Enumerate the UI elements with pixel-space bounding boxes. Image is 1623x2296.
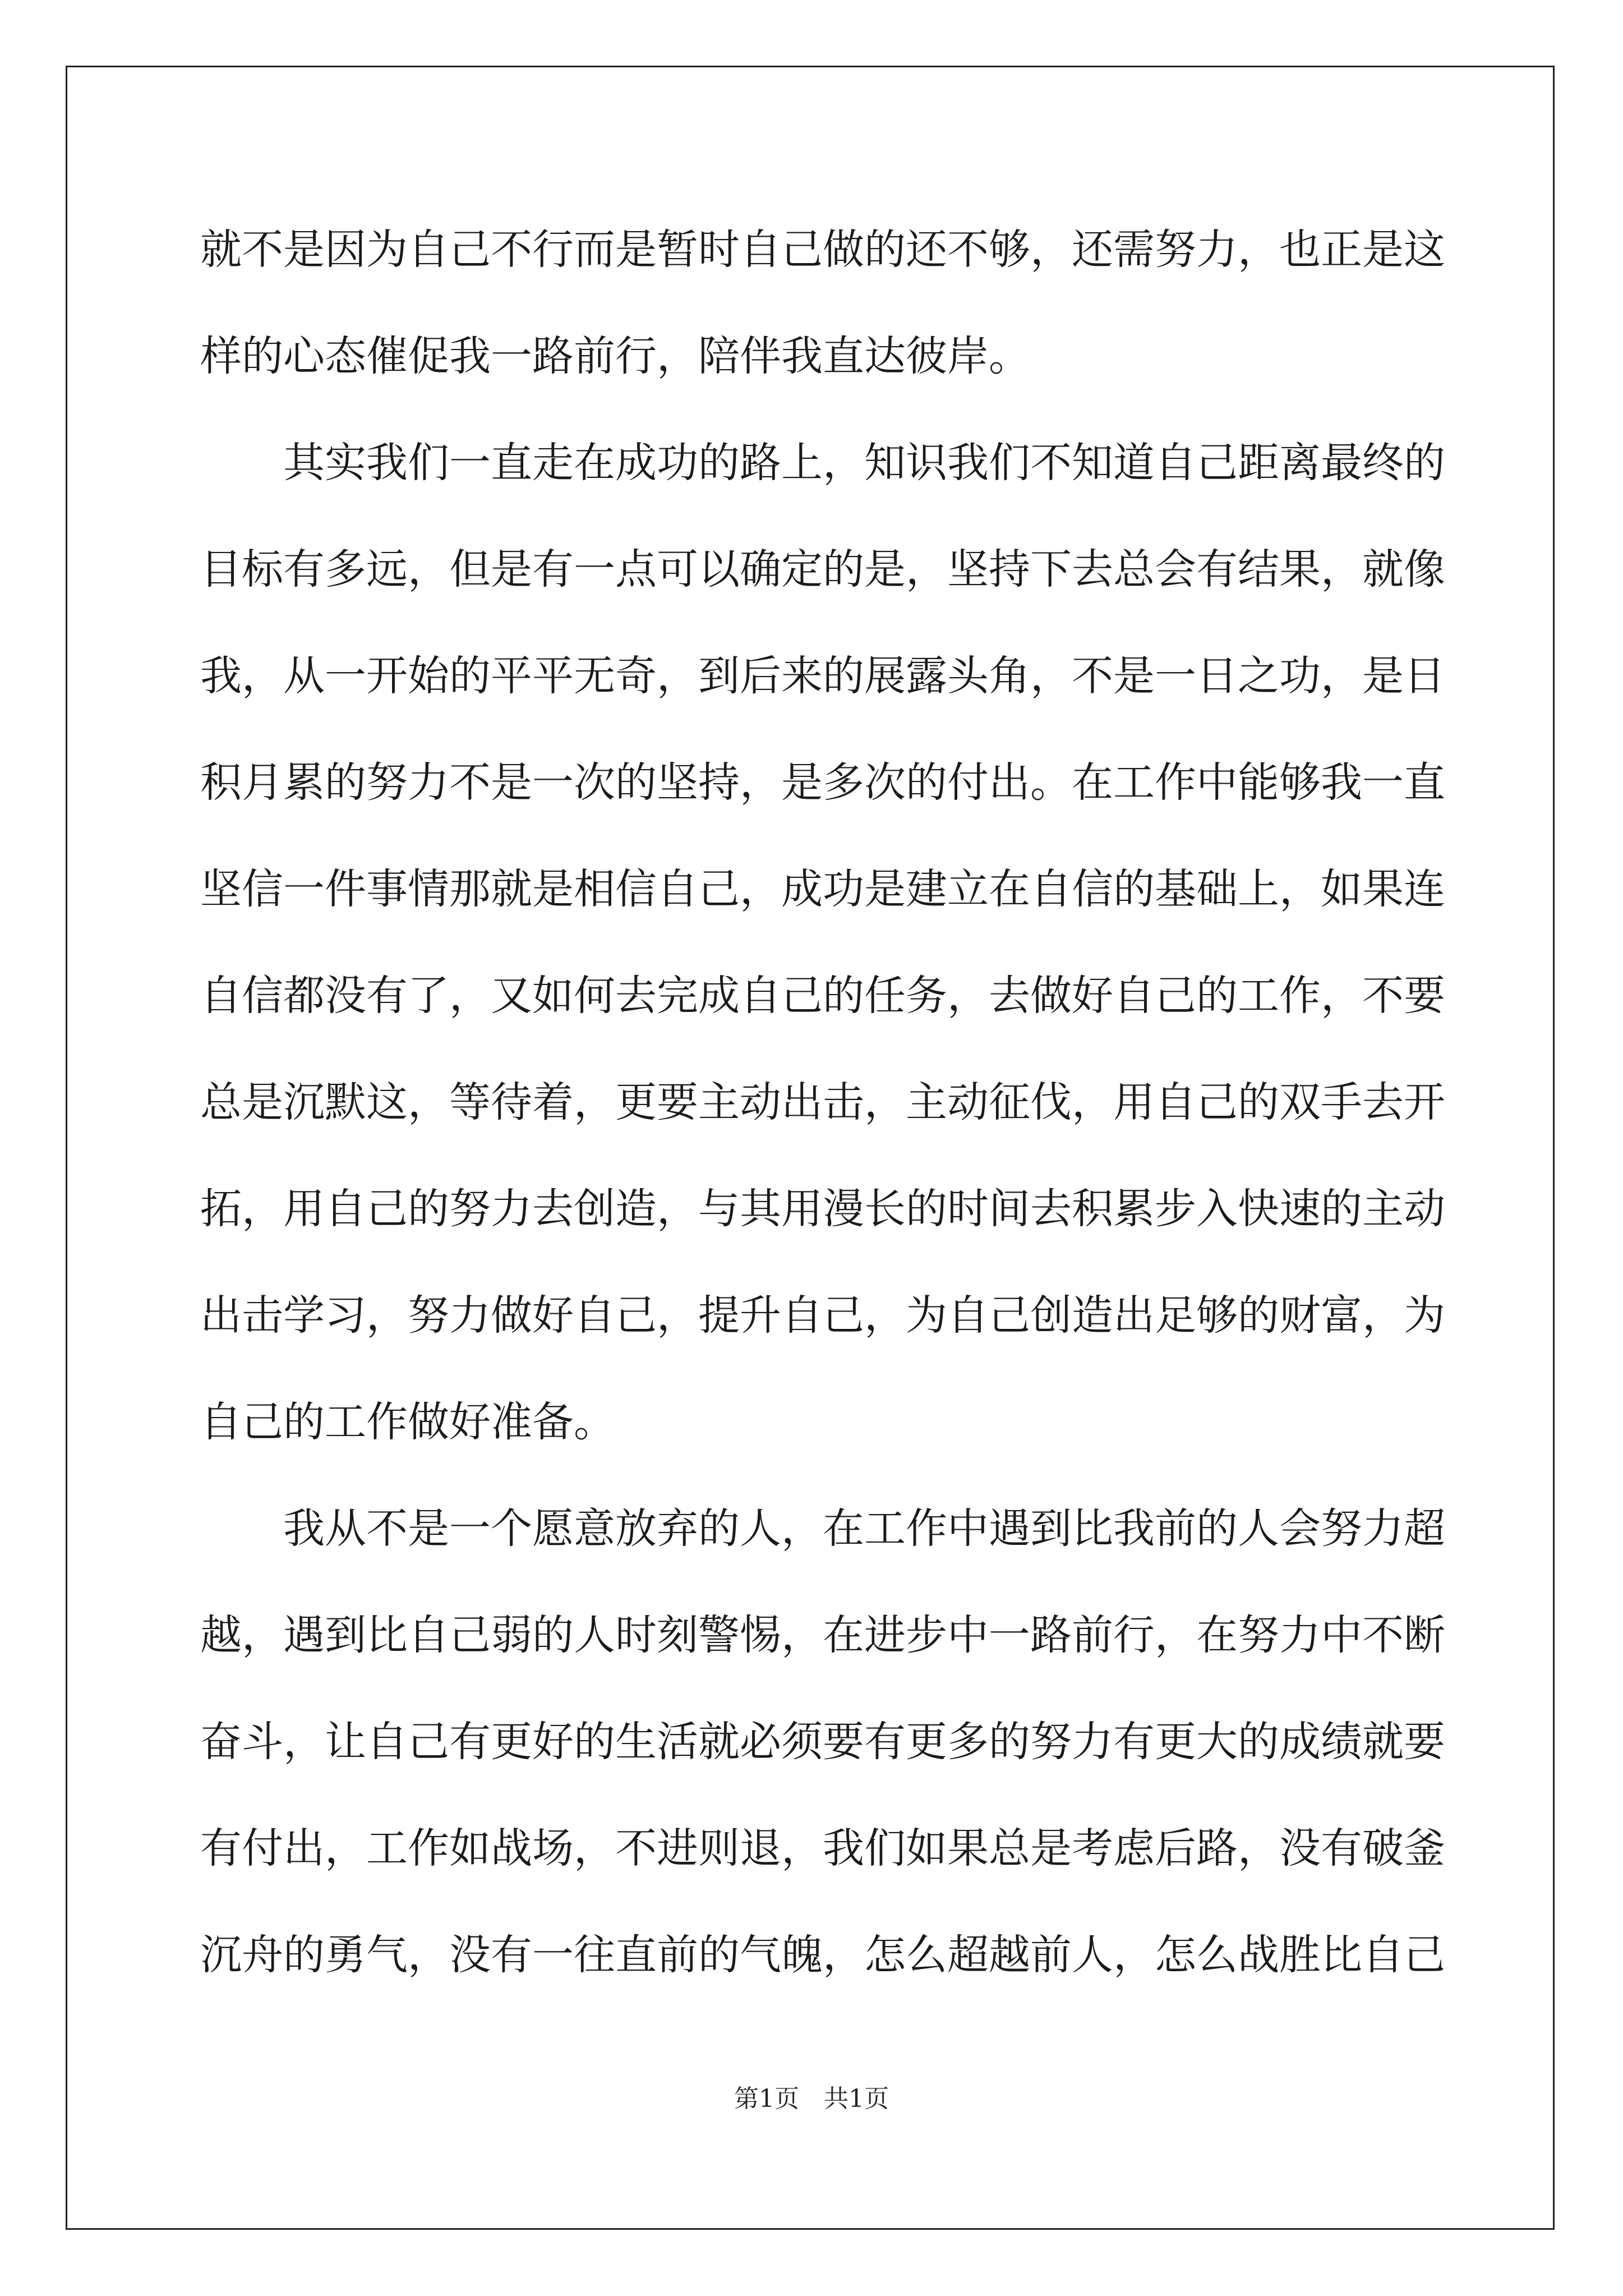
- document-body: [200, 219, 1445, 2031]
- paragraph-2-line-8: 拓，用自己的努力去创造，与其用漫长的时间去积累步入快速的主动: [200, 1185, 1445, 1233]
- paragraph-2-line-9: 出击学习，努力做好自己，提升自己，为自己创造出足够的财富，为: [200, 1291, 1445, 1340]
- paragraph-2-line-6: 自信都没有了，又如何去完成自己的任务，去做好自己的工作，不要: [200, 972, 1445, 1020]
- paragraph-3-line-1: 我从不是一个愿意放弃的人，在工作中遇到比我前的人会努力超: [283, 1504, 1445, 1553]
- paragraph-2-line-7: 总是沉默这，等待着，更要主动出击，主动征伐，用自己的双手去开: [200, 1078, 1445, 1126]
- paragraph-2-line-10: 自己的工作做好准备。: [200, 1398, 615, 1446]
- paragraph-2-line-4: 积月累的努力不是一次的坚持，是多次的付出。在工作中能够我一直: [200, 758, 1445, 807]
- paragraph-3-line-4: 有付出，工作如战场，不进则退，我们如果总是考虑后路，没有破釜: [200, 1824, 1445, 1872]
- paragraph-2-line-2: 目标有多远，但是有一点可以确定的是，坚持下去总会有结果，就像: [200, 545, 1445, 593]
- paragraph-3-line-3: 奋斗，让自己有更好的生活就必须要有更多的努力有更大的成绩就要: [200, 1718, 1445, 1766]
- paragraph-3-line-2: 越，遇到比自己弱的人时刻警惕，在进步中一路前行，在努力中不断: [200, 1611, 1445, 1659]
- paragraph-3-line-5: 沉舟的勇气，没有一往直前的气魄，怎么超越前人，怎么战胜比自己: [200, 1931, 1445, 1979]
- paragraph-2-line-5: 坚信一件事情那就是相信自己，成功是建立在自信的基础上，如果连: [200, 865, 1445, 913]
- page-footer: 第1页 共1页: [734, 2085, 889, 2113]
- paragraph-2-line-3: 我，从一开始的平平无奇，到后来的展露头角，不是一日之功，是日: [200, 652, 1445, 700]
- paragraph-2-line-1: 其实我们一直走在成功的路上，知识我们不知道自己距离最终的: [283, 439, 1445, 487]
- paragraph-1-line-1: 就不是因为自己不行而是暂时自己做的还不够，还需努力，也正是这: [200, 226, 1445, 274]
- paragraph-1-line-2: 样的心态催促我一路前行，陪伴我直达彼岸。: [200, 332, 1030, 380]
